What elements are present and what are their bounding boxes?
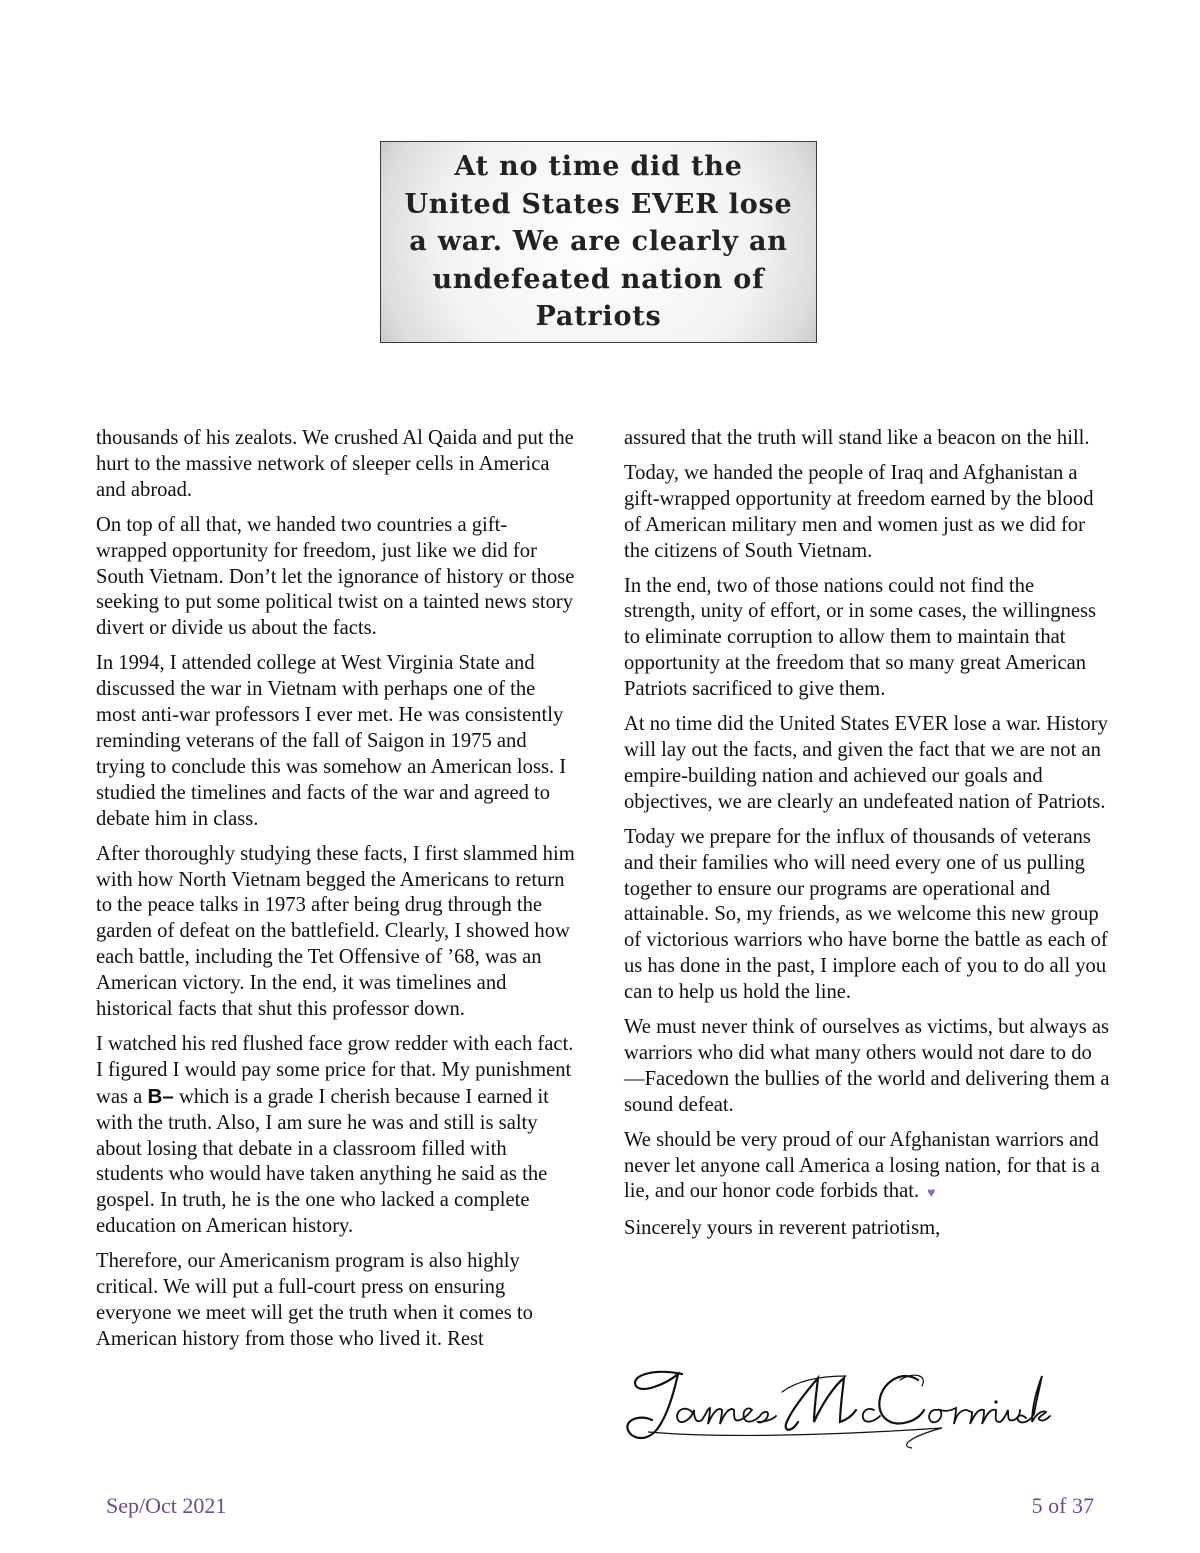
pull-quote-box <box>380 141 817 343</box>
article-column-left <box>96 426 578 1362</box>
grade-text: B– <box>147 1084 174 1108</box>
issue-date: Sep/Oct 2021 <box>106 1493 227 1518</box>
closing-line: Sincerely yours in reverent patriotism, <box>624 1217 941 1240</box>
paragraph-text: I watched his red flushed face grow redder with each fact. I figured I would pay some price for that. My punishment was a <box>96 1032 574 1108</box>
article-column-right <box>624 426 1110 1251</box>
paragraph: At no time did the United States EVER lose a war. History will lay out the facts, and given the fact that we are not an empire-building nation and achieved our goals and objectives, we are clearly an undefeated nation of Patriots. <box>624 713 1108 813</box>
paragraph-text: We should be very proud of our Afghanistan warriors and never let anyone call America a losing nation, for that is a lie, and our honor code forbids that. <box>624 1128 1100 1203</box>
paragraph: assured that the truth will stand like a beacon on the hill. <box>624 427 1090 449</box>
paragraph: On top of all that, we handed two countries a gift-wrapped opportunity for freedom, just like we did for South Vietnam. Don’t let the ignorance of history or those seeking to put some political twist on a tainted news story divert or divide us about the facts. <box>96 513 575 640</box>
paragraph-text: which is a grade I cherish because I earned it with the truth. Also, I am sure he was and still is salty about losing that debate in a classroom filled with students who would have taken anything he said as the gospel. In truth, he is the one who lacked a complete education on American history. <box>96 1085 549 1238</box>
paragraph: thousands of his zealots. We crushed Al Qaida and put the hurt to the massive network of sleeper cells in America and abroad. <box>96 427 574 501</box>
paragraph: We must never think of ourselves as victims, but always as warriors who did what many others would not dare to do—Facedown the bullies of the world and delivering them a sound defeat. <box>624 1016 1110 1116</box>
paragraph: In the end, two of those nations could not find the strength, unity of effort, or in some cases, the willingness to eliminate corruption to allow them to maintain that opportunity at the freedom that so many great American Patriots sacrificed to give them. <box>624 574 1097 701</box>
paragraph: Today, we handed the people of Iraq and Afghanistan a gift-wrapped opportunity at freedom earned by the blood of American military men and women just as we did for the citizens of South Vietnam. <box>624 461 1094 562</box>
paragraph <box>624 1128 1110 1208</box>
paragraph <box>96 1032 578 1240</box>
page-number: 5 of 37 <box>1031 1493 1094 1518</box>
paragraph: In 1994, I attended college at West Virginia State and discussed the war in Vietnam with perhaps one of the most anti-war professors I ever met. He was consistently reminding veterans of the fall of Saigon in 1975 and trying to conclude this was somehow an American loss. I studied the timelines and facts of the war and agreed to debate him in class. <box>96 652 567 830</box>
paragraph: Today we prepare for the influx of thousands of veterans and their families who will need every one of us pulling together to ensure our programs are operational and attainable. So, my friends, as we welcome this new group of victorious warriors who have borne the battle as each of us has done in the past, I implore each of you to do all you can to help us hold the line. <box>624 825 1108 1004</box>
paragraph: Therefore, our Americanism program is also highly critical. We will put a full-court press on ensuring everyone we meet will get the truth when it comes to American history from those who lived it. Rest <box>96 1250 533 1350</box>
paragraph: After thoroughly studying these facts, I first slammed him with how North Vietnam begged the Americans to return to the peace talks in 1973 after being drug through the garden of defeat on the battlefield. Clearly, I showed how each battle, including the Tet Offensive of ’68, was an American victory. In the end, it was timelines and historical facts that shut this professor down. <box>96 842 575 1021</box>
heart-icon: ♥ <box>927 1186 936 1202</box>
pull-quote-text: At no time did the United States EVER lose a war. We are clearly an undefeated nation of Patriots <box>404 151 793 333</box>
signature-image <box>622 1362 1052 1450</box>
